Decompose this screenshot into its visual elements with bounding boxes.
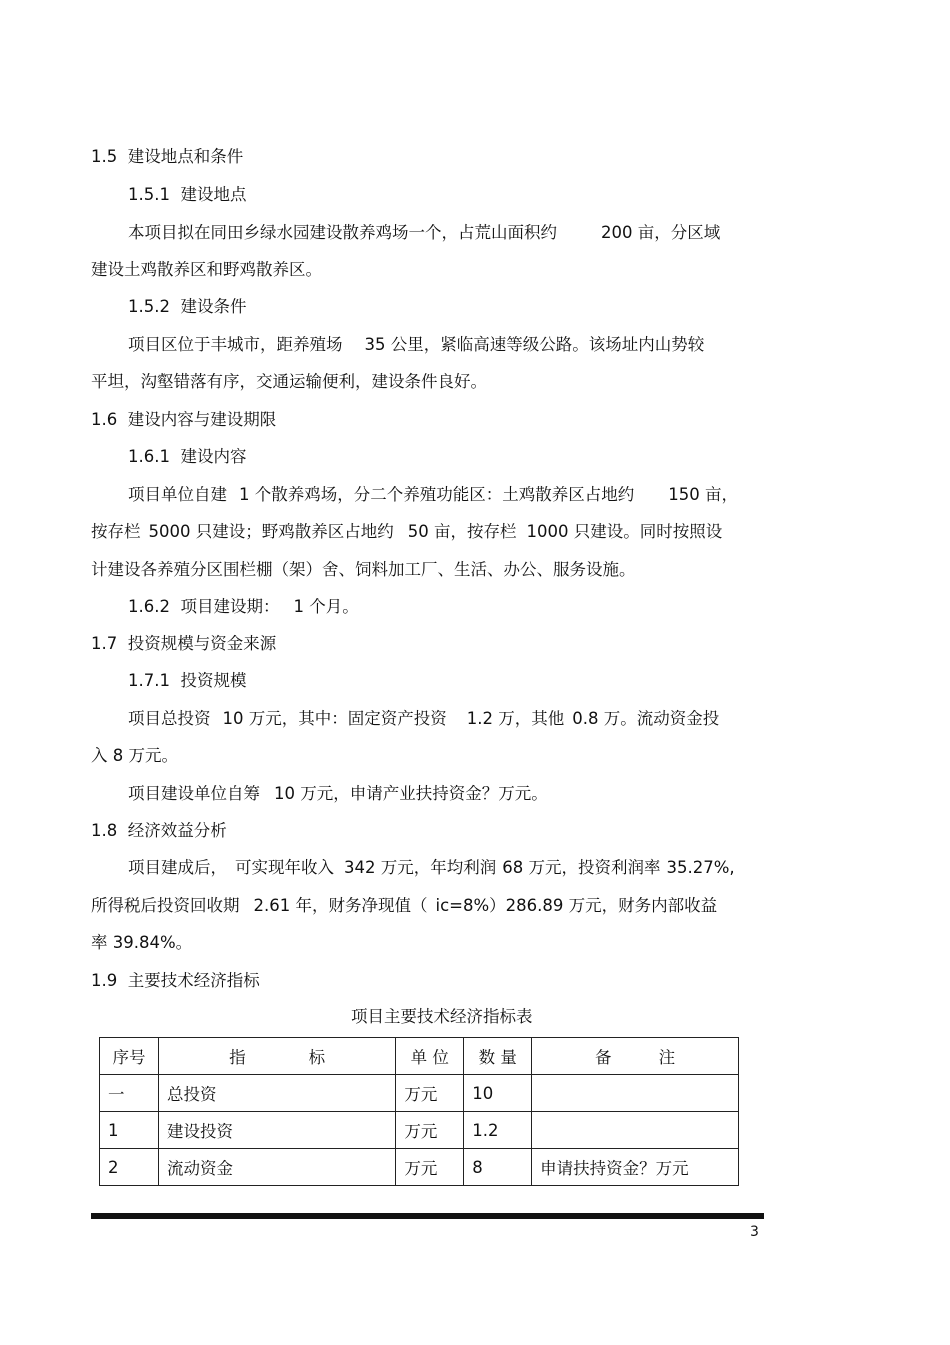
- paragraph-line: 项目单位自建 1 个散养鸡场，分二个养殖功能区：土鸡散养区占地约 150 亩，: [128, 485, 738, 504]
- heading-1-5-1: 1.5.1 建设地点: [128, 185, 247, 204]
- paragraph-line: 按存栏 5000 只建设；野鸡散养区占地约 50 亩，按存栏 1000 只建设。同时按照设: [91, 522, 723, 541]
- paragraph-line: 入 8 万元。: [91, 746, 178, 765]
- header-cell-remark: 备 注: [532, 1038, 739, 1075]
- table-cell: 流动资金: [158, 1149, 395, 1186]
- table-header-row: [100, 1038, 739, 1075]
- paragraph-line: 率 39.84%。: [91, 933, 193, 952]
- footer-rule: [91, 1213, 764, 1219]
- table-row: [100, 1075, 739, 1112]
- header-cell-quantity: 数 量: [464, 1038, 532, 1075]
- table-cell: 1: [100, 1112, 159, 1149]
- heading-1-6-2: 1.6.2 项目建设期： 1 个月。: [128, 597, 359, 616]
- paragraph-line: 建设土鸡散养区和野鸡散养区。: [91, 260, 322, 279]
- table-cell: 总投资: [158, 1075, 395, 1112]
- heading-1-8: 1.8 经济效益分析: [91, 821, 227, 840]
- heading-1-5: 1.5 建设地点和条件: [91, 147, 244, 166]
- paragraph-line: 平坦，沟壑错落有序，交通运输便利，建设条件良好。: [91, 372, 487, 391]
- table-cell: 8: [464, 1149, 532, 1186]
- table-cell: [532, 1075, 739, 1112]
- table-cell: 万元: [396, 1149, 464, 1186]
- table-cell: 10: [464, 1075, 532, 1112]
- table-caption: 项目主要技术经济指标表: [351, 1007, 533, 1026]
- table-row: [100, 1112, 739, 1149]
- header-cell-index: 序号: [100, 1038, 159, 1075]
- table-cell: 万元: [396, 1075, 464, 1112]
- header-cell-indicator: 指 标: [158, 1038, 395, 1075]
- paragraph-line: 项目总投资 10 万元，其中：固定资产投资 1.2 万，其他 0.8 万。流动资金投: [128, 709, 720, 728]
- paragraph-line: 项目建设单位自筹 10 万元，申请产业扶持资金？万元。: [128, 784, 548, 803]
- indicator-table: [99, 1037, 739, 1186]
- table-cell: 申请扶持资金？万元: [532, 1149, 739, 1186]
- table-cell: 一: [100, 1075, 159, 1112]
- paragraph-line: 本项目拟在同田乡绿水园建设散养鸡场一个，占荒山面积约 200 亩，分区域: [128, 223, 721, 242]
- table-row: [100, 1149, 739, 1186]
- heading-1-5-2: 1.5.2 建设条件: [128, 297, 247, 316]
- heading-1-9: 1.9 主要技术经济指标: [91, 971, 260, 990]
- heading-1-7: 1.7 投资规模与资金来源: [91, 634, 277, 653]
- heading-1-6-1: 1.6.1 建设内容: [128, 447, 247, 466]
- paragraph-line: 项目区位于丰城市，距养殖场 35 公里，紧临高速等级公路。该场址内山势较: [128, 335, 705, 354]
- paragraph-line: 项目建成后， 可实现年收入 342 万元，年均利润 68 万元，投资利润率 35.27%,: [128, 858, 735, 877]
- page-number: 3: [750, 1224, 759, 1240]
- header-cell-unit: 单 位: [396, 1038, 464, 1075]
- paragraph-line: 所得税后投资回收期 2.61 年，财务净现值（ ic=8%）286.89 万元，财务内部收益: [91, 896, 718, 915]
- paragraph-line: 计建设各养殖分区围栏棚（架）舍、饲料加工厂、生活、办公、服务设施。: [91, 560, 636, 579]
- table-cell: 1.2: [464, 1112, 532, 1149]
- table-cell: 2: [100, 1149, 159, 1186]
- table-cell: 建设投资: [158, 1112, 395, 1149]
- table-cell: 万元: [396, 1112, 464, 1149]
- table-cell: [532, 1112, 739, 1149]
- heading-1-6: 1.6 建设内容与建设期限: [91, 410, 277, 429]
- heading-1-7-1: 1.7.1 投资规模: [128, 671, 247, 690]
